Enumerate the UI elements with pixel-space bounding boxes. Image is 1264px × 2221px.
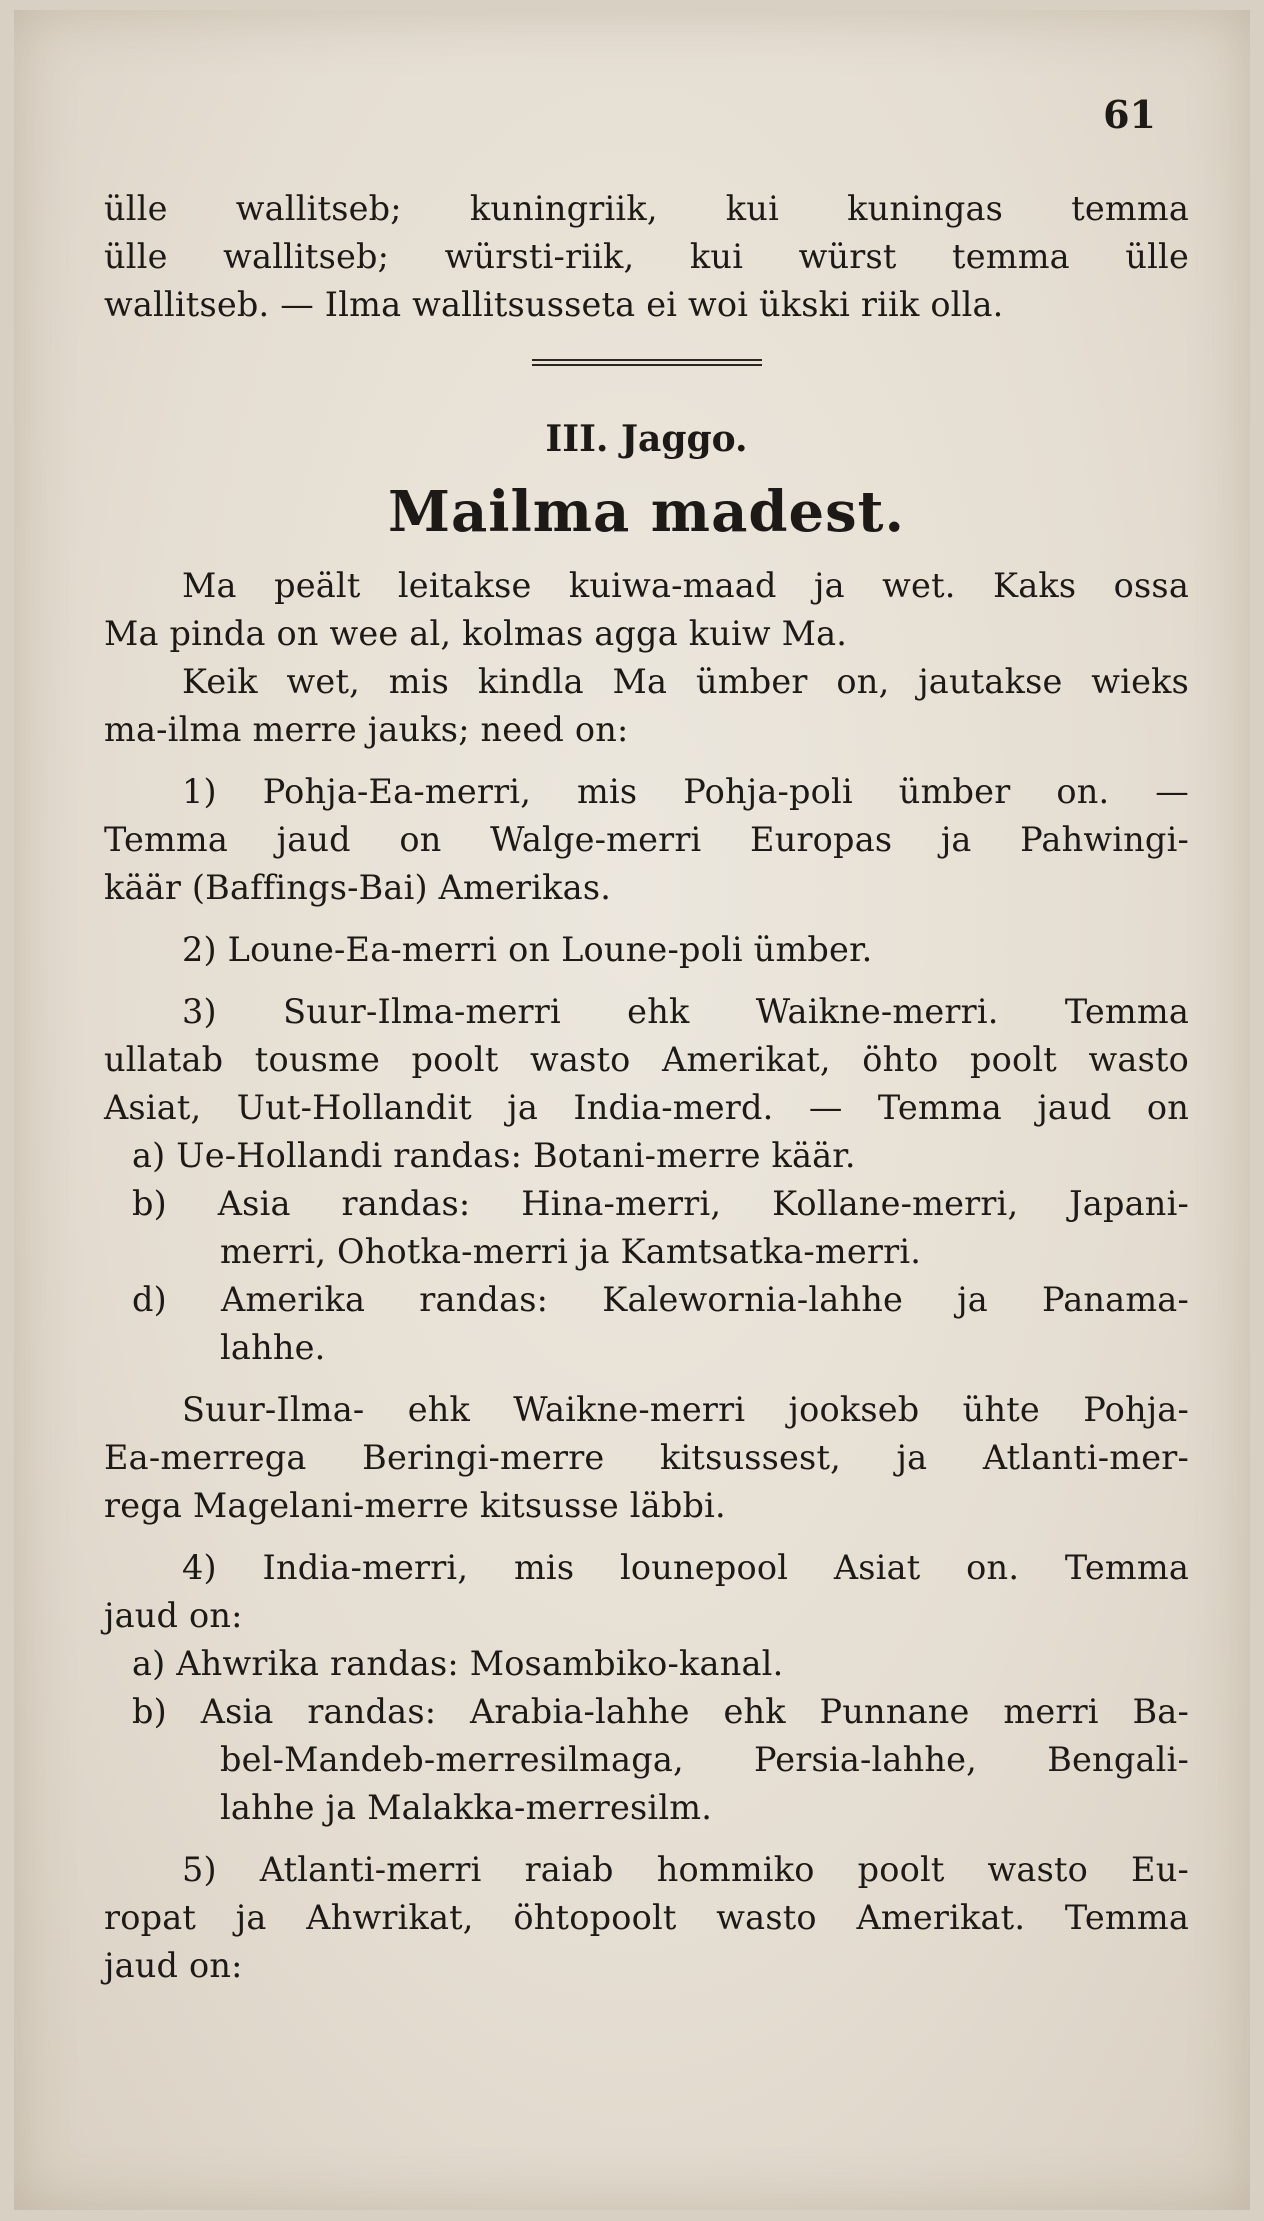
- list-item: 4) India-merri, mis lounepool Asiat on. Temma: [182, 1548, 1189, 1587]
- spacer: [104, 1530, 1189, 1544]
- text-line: merri, Ohotka-merri ja Kamtsatka-merri.: [220, 1232, 922, 1271]
- text-line: ullatab tousme poolt wasto Amerikat, öhto poolt wasto: [104, 1040, 1189, 1079]
- text-line: lahhe ja Malakka-merresilm.: [220, 1788, 713, 1827]
- list-item: 2) Loune-Ea-merri on Loune-poli ümber.: [182, 930, 873, 969]
- list-item: 1) Pohja-Ea-merri, mis Pohja-poli ümber on. —: [182, 772, 1189, 811]
- section-heading: Mailma madest.: [387, 479, 906, 545]
- text-line: ülle wallitseb; kuningriik, kui kuningas temma: [104, 189, 1189, 228]
- section-divider: [532, 359, 762, 366]
- text-line: Ma peält leitakse kuiwa-maad ja wet. Kaks ossa: [182, 566, 1189, 605]
- text-line: jaud on:: [104, 1946, 243, 1985]
- text-line: käär (Baffings-Bai) Amerikas.: [104, 868, 612, 907]
- book-page: [14, 10, 1250, 2210]
- spacer: [104, 912, 1189, 926]
- text-line: Suur-Ilma- ehk Waikne-merri jookseb ühte Pohja-: [182, 1390, 1189, 1429]
- spacer: [104, 974, 1189, 988]
- page-number: 61: [1103, 92, 1156, 137]
- chapter-title: III. Jaggo.: [545, 418, 748, 460]
- text-line: ülle wallitseb; würsti-riik, kui würst temma ülle: [104, 237, 1189, 276]
- list-item: 5) Atlanti-merri raiab hommiko poolt wasto Eu-: [182, 1850, 1189, 1889]
- text-line: rega Magelani-merre kitsusse läbbi.: [104, 1486, 726, 1525]
- spacer: [104, 1832, 1189, 1846]
- text-line: ma-ilma merre jauks; need on:: [104, 710, 629, 749]
- text-line: bel-Mandeb-merresilmaga, Persia-lahhe, Bengali-: [220, 1740, 1189, 1779]
- text-line: Ea-merrega Beringi-merre kitsussest, ja Atlanti-mer-: [104, 1438, 1189, 1477]
- text-line: lahhe.: [220, 1328, 326, 1367]
- text-line: Temma jaud on Walge-merri Europas ja Pahwingi-: [104, 820, 1189, 859]
- text-line: jaud on:: [104, 1596, 243, 1635]
- page-text: [104, 185, 1189, 1990]
- sub-item: a) Ahwrika randas: Mosambiko-kanal.: [132, 1644, 784, 1683]
- sub-item: a) Ue-Hollandi randas: Botani-merre käär.: [132, 1136, 856, 1175]
- text-line: Keik wet, mis kindla Ma ümber on, jautakse wieks: [182, 662, 1189, 701]
- text-line: wallitseb. — Ilma wallitsusseta ei woi ükski riik olla.: [104, 285, 1004, 324]
- text-line: Ma pinda on wee al, kolmas agga kuiw Ma.: [104, 614, 848, 653]
- list-item: 3) Suur-Ilma-merri ehk Waikne-merri. Temma: [182, 992, 1189, 1031]
- sub-item: b) Asia randas: Hina-merri, Kollane-merri, Japani-: [132, 1184, 1189, 1223]
- sub-item: d) Amerika randas: Kalewornia-lahhe ja Panama-: [132, 1280, 1189, 1319]
- text-line: ropat ja Ahwrikat, öhtopoolt wasto Amerikat. Temma: [104, 1898, 1189, 1937]
- spacer: [104, 1372, 1189, 1386]
- sub-item: b) Asia randas: Arabia-lahhe ehk Punnane merri Ba-: [132, 1692, 1189, 1731]
- spacer: [104, 754, 1189, 768]
- text-line: Asiat, Uut-Hollandit ja India-merd. — Temma jaud on: [104, 1088, 1189, 1127]
